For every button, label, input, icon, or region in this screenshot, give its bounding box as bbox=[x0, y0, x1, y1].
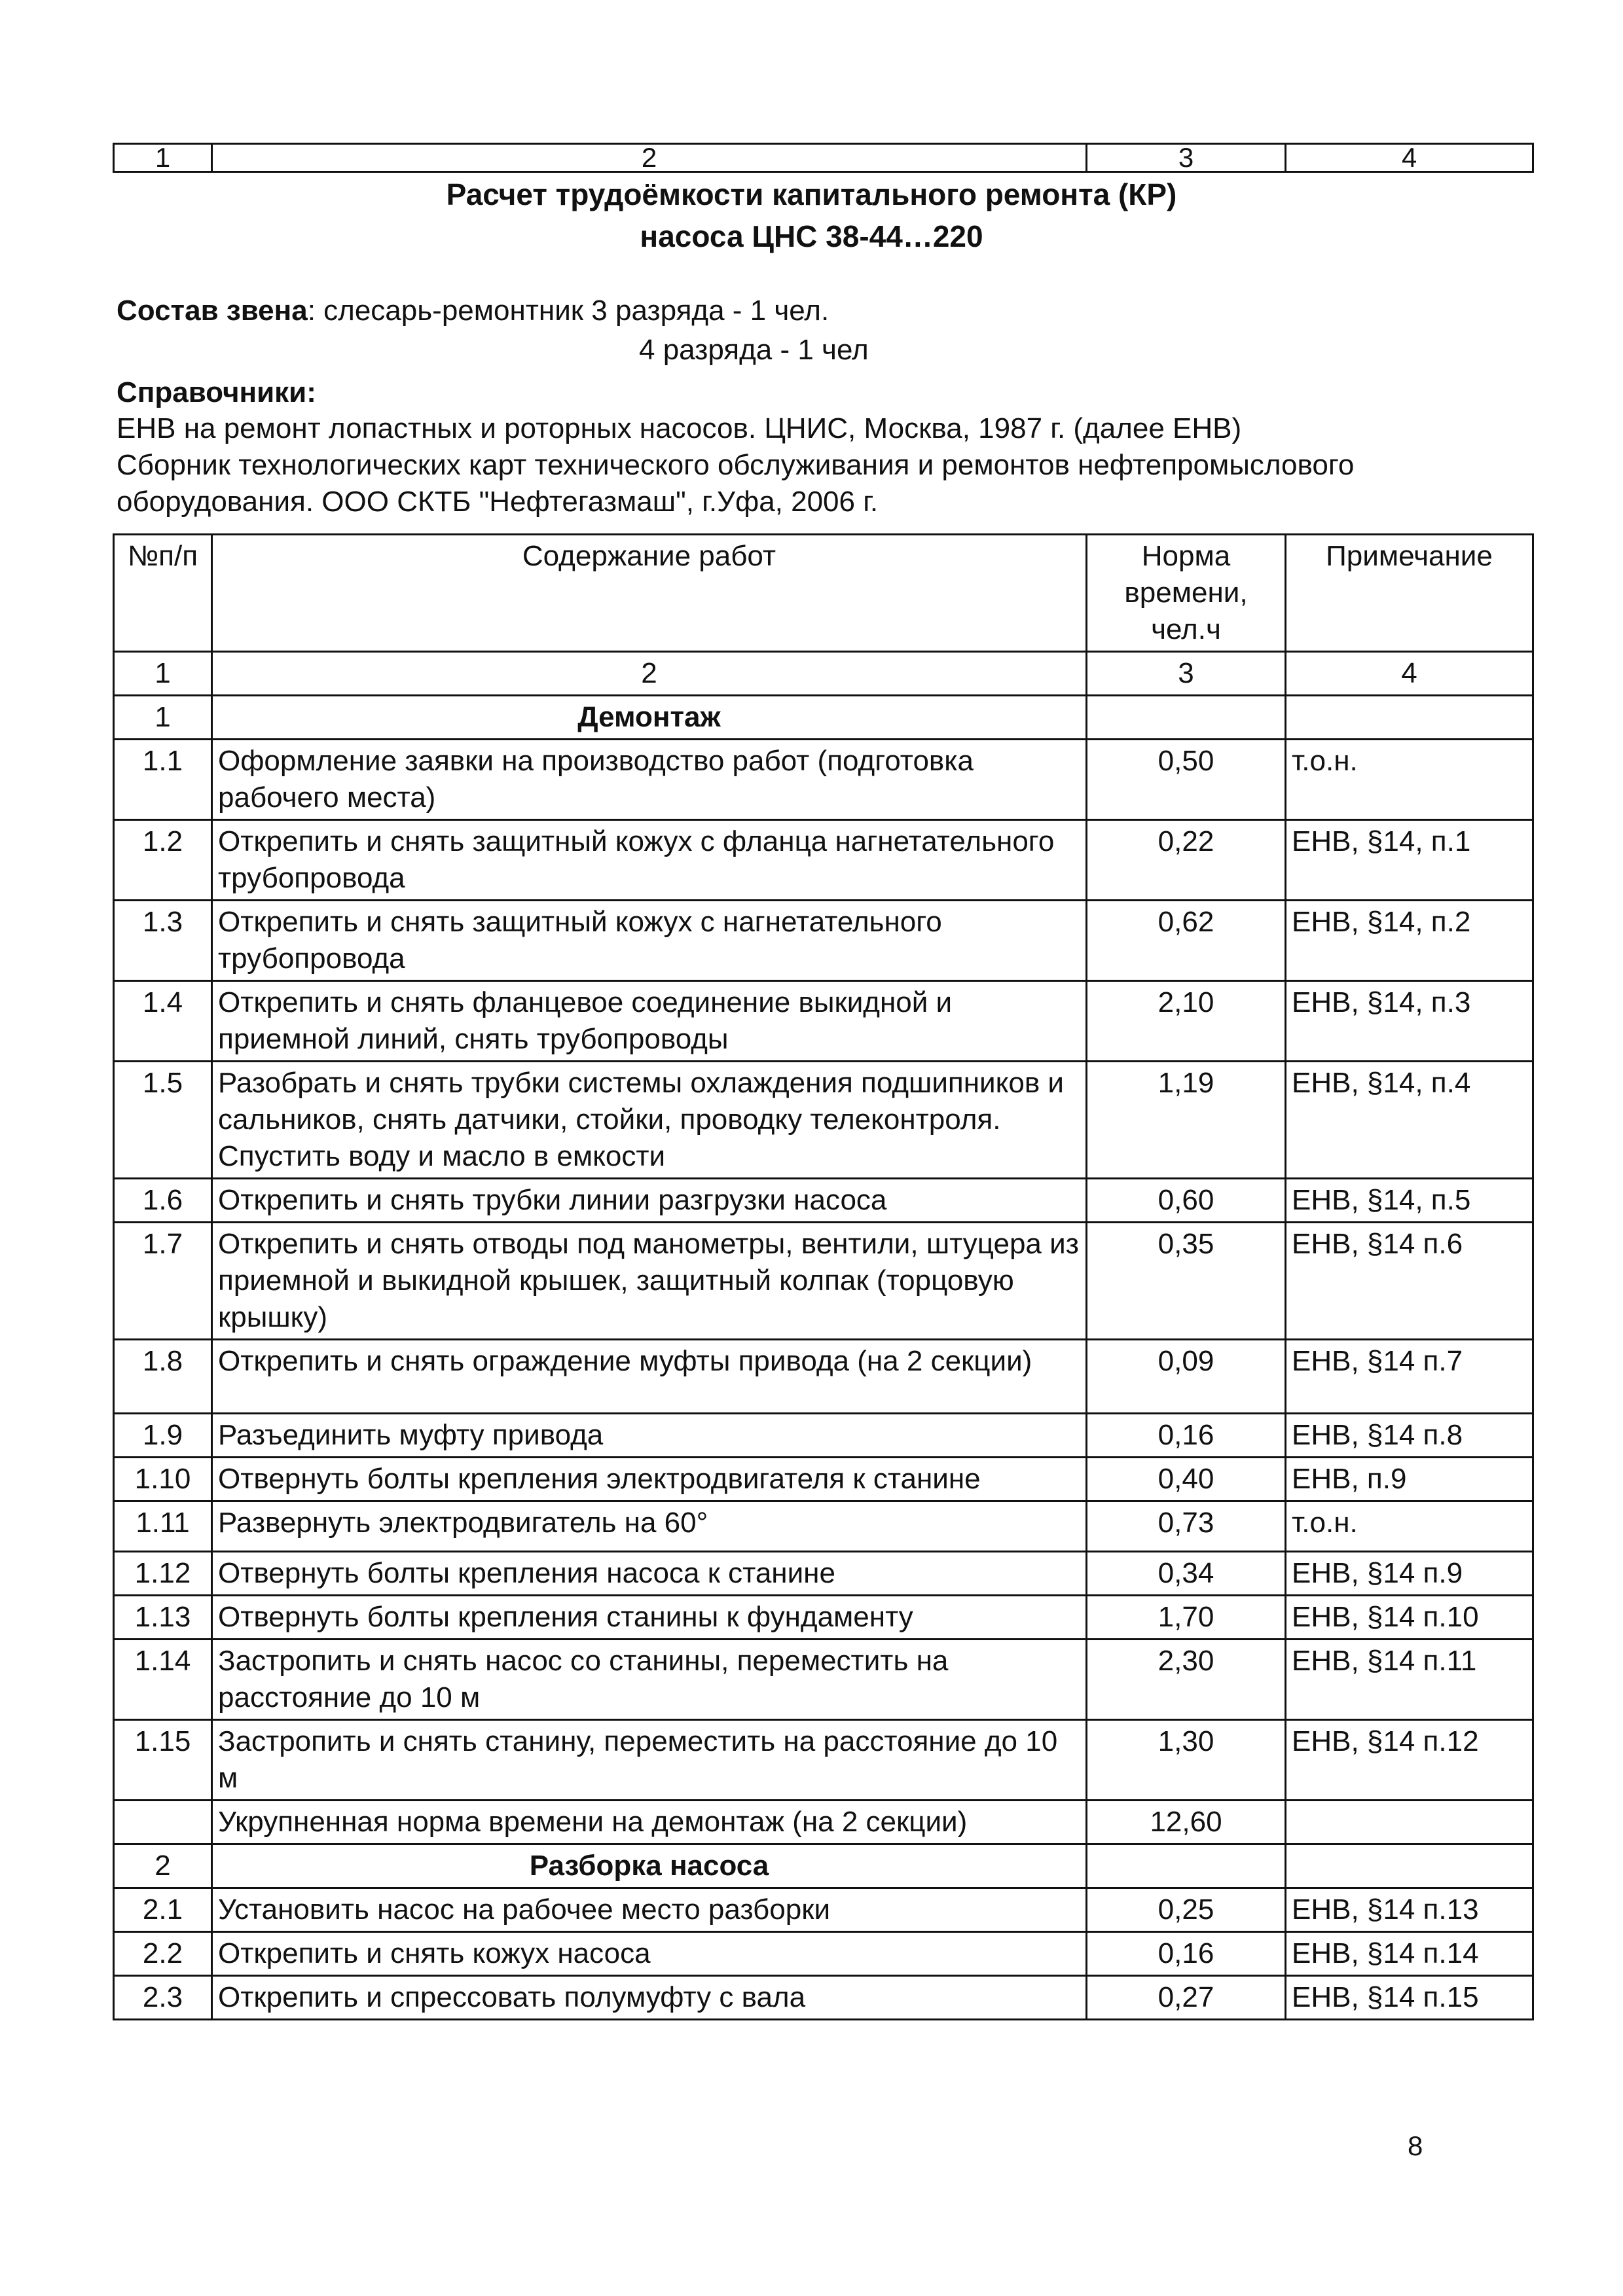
table-row bbox=[114, 981, 1533, 1062]
row-note: ЕНВ, §14 п.6 bbox=[1286, 1223, 1533, 1340]
table-row bbox=[114, 1414, 1533, 1458]
row-content: Открепить и снять трубки линии разгрузки насоса bbox=[212, 1179, 1087, 1223]
row-note bbox=[1286, 1801, 1533, 1844]
row-note: ЕНВ, §14 п.10 bbox=[1286, 1596, 1533, 1640]
table-row bbox=[114, 820, 1533, 901]
row-content: Отвернуть болты крепления насоса к станине bbox=[212, 1552, 1087, 1596]
table-row bbox=[114, 1640, 1533, 1720]
row-norm: 1,70 bbox=[1087, 1596, 1286, 1640]
row-number: 2 bbox=[114, 1844, 212, 1888]
row-note: ЕНВ, §14 п.12 bbox=[1286, 1720, 1533, 1801]
header-norm: Норма времени, чел.ч bbox=[1087, 535, 1286, 652]
row-note: ЕНВ, §14 п.11 bbox=[1286, 1640, 1533, 1720]
row-note: ЕНВ, §14, п.2 bbox=[1286, 901, 1533, 981]
row-note: ЕНВ, §14 п.14 bbox=[1286, 1932, 1533, 1976]
header-note: Примечание bbox=[1286, 535, 1533, 652]
row-norm: 0,16 bbox=[1087, 1932, 1286, 1976]
row-content: Открепить и снять кожух насоса bbox=[212, 1932, 1087, 1976]
row-norm: 0,22 bbox=[1087, 820, 1286, 901]
row-norm: 0,62 bbox=[1087, 901, 1286, 981]
row-note: ЕНВ, §14 п.9 bbox=[1286, 1552, 1533, 1596]
table-row bbox=[114, 1223, 1533, 1340]
row-norm bbox=[1087, 696, 1286, 740]
row-note: ЕНВ, §14, п.4 bbox=[1286, 1062, 1533, 1179]
table-header-number-row bbox=[114, 652, 1533, 696]
row-number: 1.5 bbox=[114, 1062, 212, 1179]
row-norm: 12,60 bbox=[1087, 1801, 1286, 1844]
row-number: 1.4 bbox=[114, 981, 212, 1062]
row-norm: 2,10 bbox=[1087, 981, 1286, 1062]
row-content: Застропить и снять станину, переместить на расстояние до 10 м bbox=[212, 1720, 1087, 1801]
row-number: 1.1 bbox=[114, 740, 212, 820]
row-norm: 0,50 bbox=[1087, 740, 1286, 820]
row-content: Открепить и снять защитный кожух с нагнетательного трубопровода bbox=[212, 901, 1087, 981]
table-row bbox=[114, 740, 1533, 820]
table-row bbox=[114, 1552, 1533, 1596]
row-note: ЕНВ, §14 п.15 bbox=[1286, 1976, 1533, 2020]
row-number: 1.14 bbox=[114, 1640, 212, 1720]
header-num-cell: 4 bbox=[1286, 652, 1533, 696]
column-number: 4 bbox=[1286, 144, 1533, 172]
reference-line-3: оборудования. ООО СКТБ "Нефтегазмаш", г.Уфа, 2006 г. bbox=[117, 486, 879, 518]
page-subtitle: насоса ЦНС 38-44…220 bbox=[640, 219, 983, 253]
reference-line-2: Сборник технологических карт технического обслуживания и ремонтов нефтепромыслового bbox=[117, 449, 1355, 481]
row-number: 1.10 bbox=[114, 1458, 212, 1501]
row-content: Разборка насоса bbox=[212, 1844, 1087, 1888]
row-note: ЕНВ, §14 п.13 bbox=[1286, 1888, 1533, 1932]
row-note: ЕНВ, §14, п.1 bbox=[1286, 820, 1533, 901]
column-number: 1 bbox=[114, 144, 212, 172]
table-header-row bbox=[114, 535, 1533, 652]
row-norm: 0,27 bbox=[1087, 1976, 1286, 2020]
row-content: Открепить и снять ограждение муфты привода (на 2 секции) bbox=[212, 1340, 1087, 1414]
row-number: 1.8 bbox=[114, 1340, 212, 1414]
row-content: Оформление заявки на производство работ (подготовка рабочего места) bbox=[212, 740, 1087, 820]
header-num-cell: 3 bbox=[1087, 652, 1286, 696]
row-norm: 0,34 bbox=[1087, 1552, 1286, 1596]
table-row bbox=[114, 1801, 1533, 1844]
table-row bbox=[114, 1976, 1533, 2020]
row-content: Установить насос на рабочее место разборки bbox=[212, 1888, 1087, 1932]
row-number: 1.15 bbox=[114, 1720, 212, 1801]
column-number-strip bbox=[113, 143, 1534, 173]
row-norm: 0,35 bbox=[1087, 1223, 1286, 1340]
row-note: т.о.н. bbox=[1286, 1501, 1533, 1552]
row-note: ЕНВ, §14 п.8 bbox=[1286, 1414, 1533, 1458]
table-row bbox=[114, 1720, 1533, 1801]
row-content: Разобрать и снять трубки системы охлаждения подшипников и сальников, снять датчики, стойки, проводку телеконтроля. Спустить воду и масло в емкости bbox=[212, 1062, 1087, 1179]
row-norm bbox=[1087, 1844, 1286, 1888]
header-number: №п/п bbox=[114, 535, 212, 652]
row-note: ЕНВ, п.9 bbox=[1286, 1458, 1533, 1501]
row-number: 1 bbox=[114, 696, 212, 740]
row-norm: 1,19 bbox=[1087, 1062, 1286, 1179]
table-row bbox=[114, 1932, 1533, 1976]
row-norm: 0,25 bbox=[1087, 1888, 1286, 1932]
row-content: Укрупненная норма времени на демонтаж (на 2 секции) bbox=[212, 1801, 1087, 1844]
row-content: Открепить и снять отводы под манометры, вентили, штуцера из приемной и выкидной крышек, защитный колпак (торцовую крышку) bbox=[212, 1223, 1087, 1340]
crew-composition bbox=[117, 295, 829, 327]
row-note: т.о.н. bbox=[1286, 740, 1533, 820]
table-row bbox=[114, 1062, 1533, 1179]
row-number: 2.1 bbox=[114, 1888, 212, 1932]
references-label: Справочники: bbox=[117, 376, 316, 408]
row-number: 1.9 bbox=[114, 1414, 212, 1458]
row-number: 1.3 bbox=[114, 901, 212, 981]
row-number: 1.6 bbox=[114, 1179, 212, 1223]
row-norm: 0,73 bbox=[1087, 1501, 1286, 1552]
crew-line-2: 4 разряда - 1 чел bbox=[639, 334, 869, 366]
column-number: 3 bbox=[1087, 144, 1286, 172]
row-number: 2.3 bbox=[114, 1976, 212, 2020]
page-title: Расчет трудоёмкости капитального ремонта (КР) bbox=[446, 177, 1177, 211]
crew-label: Состав звена bbox=[117, 295, 308, 327]
row-content: Открепить и снять защитный кожух с фланца нагнетательного трубопровода bbox=[212, 820, 1087, 901]
table-row bbox=[114, 901, 1533, 981]
row-number: 1.2 bbox=[114, 820, 212, 901]
page-number: 8 bbox=[1408, 2130, 1423, 2161]
header-content: Содержание работ bbox=[212, 535, 1087, 652]
crew-line-1: : слесарь-ремонтник 3 разряда - 1 чел. bbox=[307, 295, 830, 327]
row-content: Демонтаж bbox=[212, 696, 1087, 740]
header-num-cell: 2 bbox=[212, 652, 1087, 696]
row-number: 1.7 bbox=[114, 1223, 212, 1340]
table-row bbox=[114, 1458, 1533, 1501]
row-content: Отвернуть болты крепления электродвигателя к станине bbox=[212, 1458, 1087, 1501]
row-content: Открепить и спрессовать полумуфту с вала bbox=[212, 1976, 1087, 2020]
row-note: ЕНВ, §14 п.7 bbox=[1286, 1340, 1533, 1414]
header-num-cell: 1 bbox=[114, 652, 212, 696]
table-row bbox=[114, 1888, 1533, 1932]
row-content: Разъединить муфту привода bbox=[212, 1414, 1087, 1458]
table-row bbox=[114, 1340, 1533, 1414]
row-number: 1.11 bbox=[114, 1501, 212, 1552]
row-norm: 0,40 bbox=[1087, 1458, 1286, 1501]
reference-line-1: ЕНВ на ремонт лопастных и роторных насосов. ЦНИС, Москва, 1987 г. (далее ЕНВ) bbox=[117, 412, 1242, 444]
row-norm: 2,30 bbox=[1087, 1640, 1286, 1720]
row-note bbox=[1286, 696, 1533, 740]
row-number: 1.12 bbox=[114, 1552, 212, 1596]
row-norm: 1,30 bbox=[1087, 1720, 1286, 1801]
row-note: ЕНВ, §14, п.5 bbox=[1286, 1179, 1533, 1223]
row-number: 2.2 bbox=[114, 1932, 212, 1976]
table-section-row bbox=[114, 1844, 1533, 1888]
table-section-row bbox=[114, 696, 1533, 740]
row-number bbox=[114, 1801, 212, 1844]
row-content: Отвернуть болты крепления станины к фундаменту bbox=[212, 1596, 1087, 1640]
row-note: ЕНВ, §14, п.3 bbox=[1286, 981, 1533, 1062]
table-row bbox=[114, 1179, 1533, 1223]
row-note bbox=[1286, 1844, 1533, 1888]
row-number: 1.13 bbox=[114, 1596, 212, 1640]
labor-table bbox=[113, 533, 1534, 2020]
row-norm: 0,16 bbox=[1087, 1414, 1286, 1458]
row-content: Открепить и снять фланцевое соединение выкидной и приемной линий, снять трубопроводы bbox=[212, 981, 1087, 1062]
row-content: Застропить и снять насос со станины, переместить на расстояние до 10 м bbox=[212, 1640, 1087, 1720]
table-row bbox=[114, 1501, 1533, 1552]
table-row bbox=[114, 1596, 1533, 1640]
row-norm: 0,09 bbox=[1087, 1340, 1286, 1414]
column-number: 2 bbox=[212, 144, 1087, 172]
row-norm: 0,60 bbox=[1087, 1179, 1286, 1223]
row-content: Развернуть электродвигатель на 60° bbox=[212, 1501, 1087, 1552]
